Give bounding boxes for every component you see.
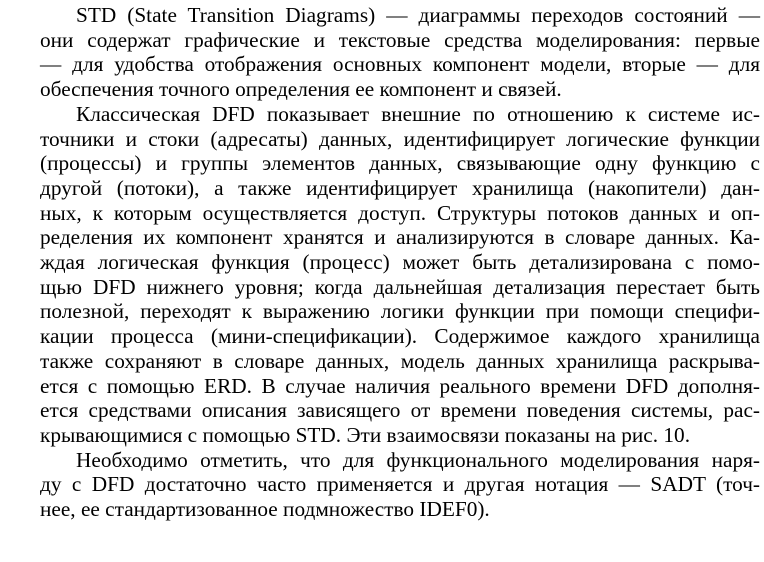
text-line: Классическая DFD показывает внешние по отношению к системе ис-	[76, 101, 760, 126]
text-line: щью DFD нижнего уровня; когда дальнейшая детализация перестает быть	[40, 274, 760, 299]
text-line: точники и стоки (адресаты) данных, идентифицирует логические функции	[40, 126, 760, 151]
text-line: ределения их компонент хранятся и анализируются в словаре данных. Ка-	[40, 225, 760, 250]
text-line: (процессы) и группы элементов данных, связывающие одну функцию с	[40, 151, 760, 176]
text-line: также сохраняют в словаре данных, модель данных хранилища раскрыва-	[40, 348, 760, 373]
text-line: крывающимися с помощью STD. Эти взаимосвязи показаны на рис. 10.	[40, 422, 691, 447]
text-line: обеспечения точного определения ее компонент и связей.	[40, 77, 562, 102]
text-line: нее, ее стандартизованное подмножество IDEF0).	[40, 497, 490, 522]
text-line: Необходимо отметить, что для функционального моделирования наря-	[76, 447, 760, 472]
text-line: полезной, переходят к выражению логики функции при помощи специфи-	[40, 299, 760, 324]
text-line: они содержат графические и текстовые средства моделирования: первые	[40, 27, 760, 52]
paragraph-dfd	[4, 102, 760, 448]
text-line: ется средствами описания зависящего от времени поведения системы, рас-	[40, 398, 760, 423]
text-line: STD (State Transition Diagrams) — диаграммы переходов состояний —	[76, 3, 760, 27]
paragraph-std	[4, 3, 760, 102]
text-line: ду с DFD достаточно часто применяется и другая нотация — SADT (точ-	[40, 472, 760, 497]
text-line: кации процесса (мини-спецификации). Содержимое каждого хранилища	[40, 324, 760, 349]
paragraph-sadt	[4, 448, 760, 522]
text-line: ждая логическая функция (процесс) может быть детализирована с помо-	[40, 250, 760, 275]
text-line: ных, к которым осуществляется доступ. Структуры потоков данных и оп-	[40, 200, 760, 225]
text-line: ется с помощью ERD. В случае наличия реального времени DFD дополня-	[40, 373, 760, 398]
text-line: другой (потоки), а также идентифицирует хранилища (накопители) дан-	[40, 175, 760, 200]
text-line: — для удобства отображения основных компонент модели, вторые — для	[40, 52, 760, 77]
